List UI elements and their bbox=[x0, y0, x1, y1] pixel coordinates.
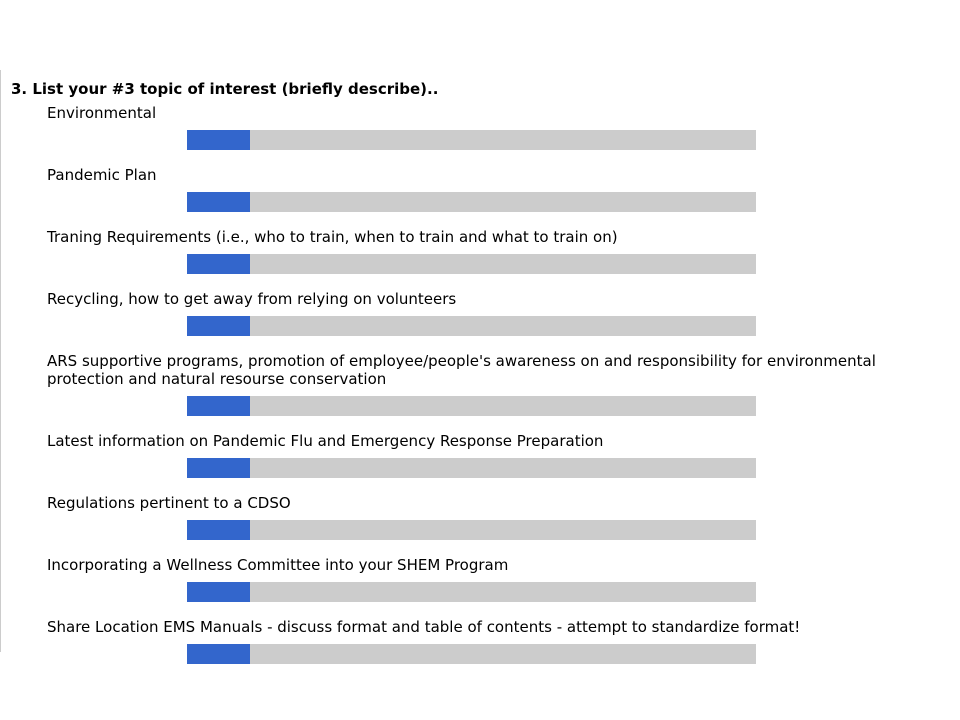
answer-bar-track bbox=[187, 316, 756, 336]
answer-bar-fill bbox=[187, 254, 250, 274]
answer-item bbox=[47, 166, 937, 212]
answer-item bbox=[47, 556, 937, 602]
answer-bar-track bbox=[187, 644, 756, 664]
answer-text: Incorporating a Wellness Committee into your SHEM Program bbox=[47, 556, 509, 574]
answer-bar-fill bbox=[187, 192, 250, 212]
answer-text: Environmental bbox=[47, 104, 157, 122]
answer-bar-fill bbox=[187, 644, 250, 664]
answer-item bbox=[47, 494, 937, 540]
answer-bar-track bbox=[187, 582, 756, 602]
answer-text: Regulations pertinent to a CDSO bbox=[47, 494, 291, 512]
answer-item bbox=[47, 290, 937, 336]
answer-item bbox=[47, 618, 937, 664]
answer-bar-track bbox=[187, 192, 756, 212]
answer-bar-track bbox=[187, 458, 756, 478]
answer-bar-fill bbox=[187, 458, 250, 478]
survey-results-panel bbox=[0, 70, 950, 652]
answer-text: Pandemic Plan bbox=[47, 166, 157, 184]
answer-item bbox=[47, 432, 937, 478]
answer-bar-fill bbox=[187, 520, 250, 540]
answer-bar-fill bbox=[187, 396, 250, 416]
answer-text: Traning Requirements (i.e., who to train, when to train and what to train on) bbox=[47, 228, 618, 246]
answer-bar-track bbox=[187, 396, 756, 416]
answer-bar-track bbox=[187, 130, 756, 150]
question-title: 3. List your #3 topic of interest (briefly describe).. bbox=[11, 80, 439, 98]
answer-item bbox=[47, 352, 937, 416]
answer-bar-fill bbox=[187, 582, 250, 602]
answer-bar-track bbox=[187, 254, 756, 274]
answer-bar-fill bbox=[187, 130, 250, 150]
answer-bar-track bbox=[187, 520, 756, 540]
answer-bar-fill bbox=[187, 316, 250, 336]
answer-list bbox=[47, 104, 937, 664]
answer-item bbox=[47, 228, 937, 274]
answer-text: Recycling, how to get away from relying on volunteers bbox=[47, 290, 457, 308]
answer-item bbox=[47, 104, 937, 150]
answer-text: ARS supportive programs, promotion of employee/people's awareness on and responsibility for environmental protection and natural resourse conservation bbox=[47, 352, 876, 388]
answer-text: Latest information on Pandemic Flu and Emergency Response Preparation bbox=[47, 432, 604, 450]
answer-text: Share Location EMS Manuals - discuss format and table of contents - attempt to standardize format! bbox=[47, 618, 801, 636]
